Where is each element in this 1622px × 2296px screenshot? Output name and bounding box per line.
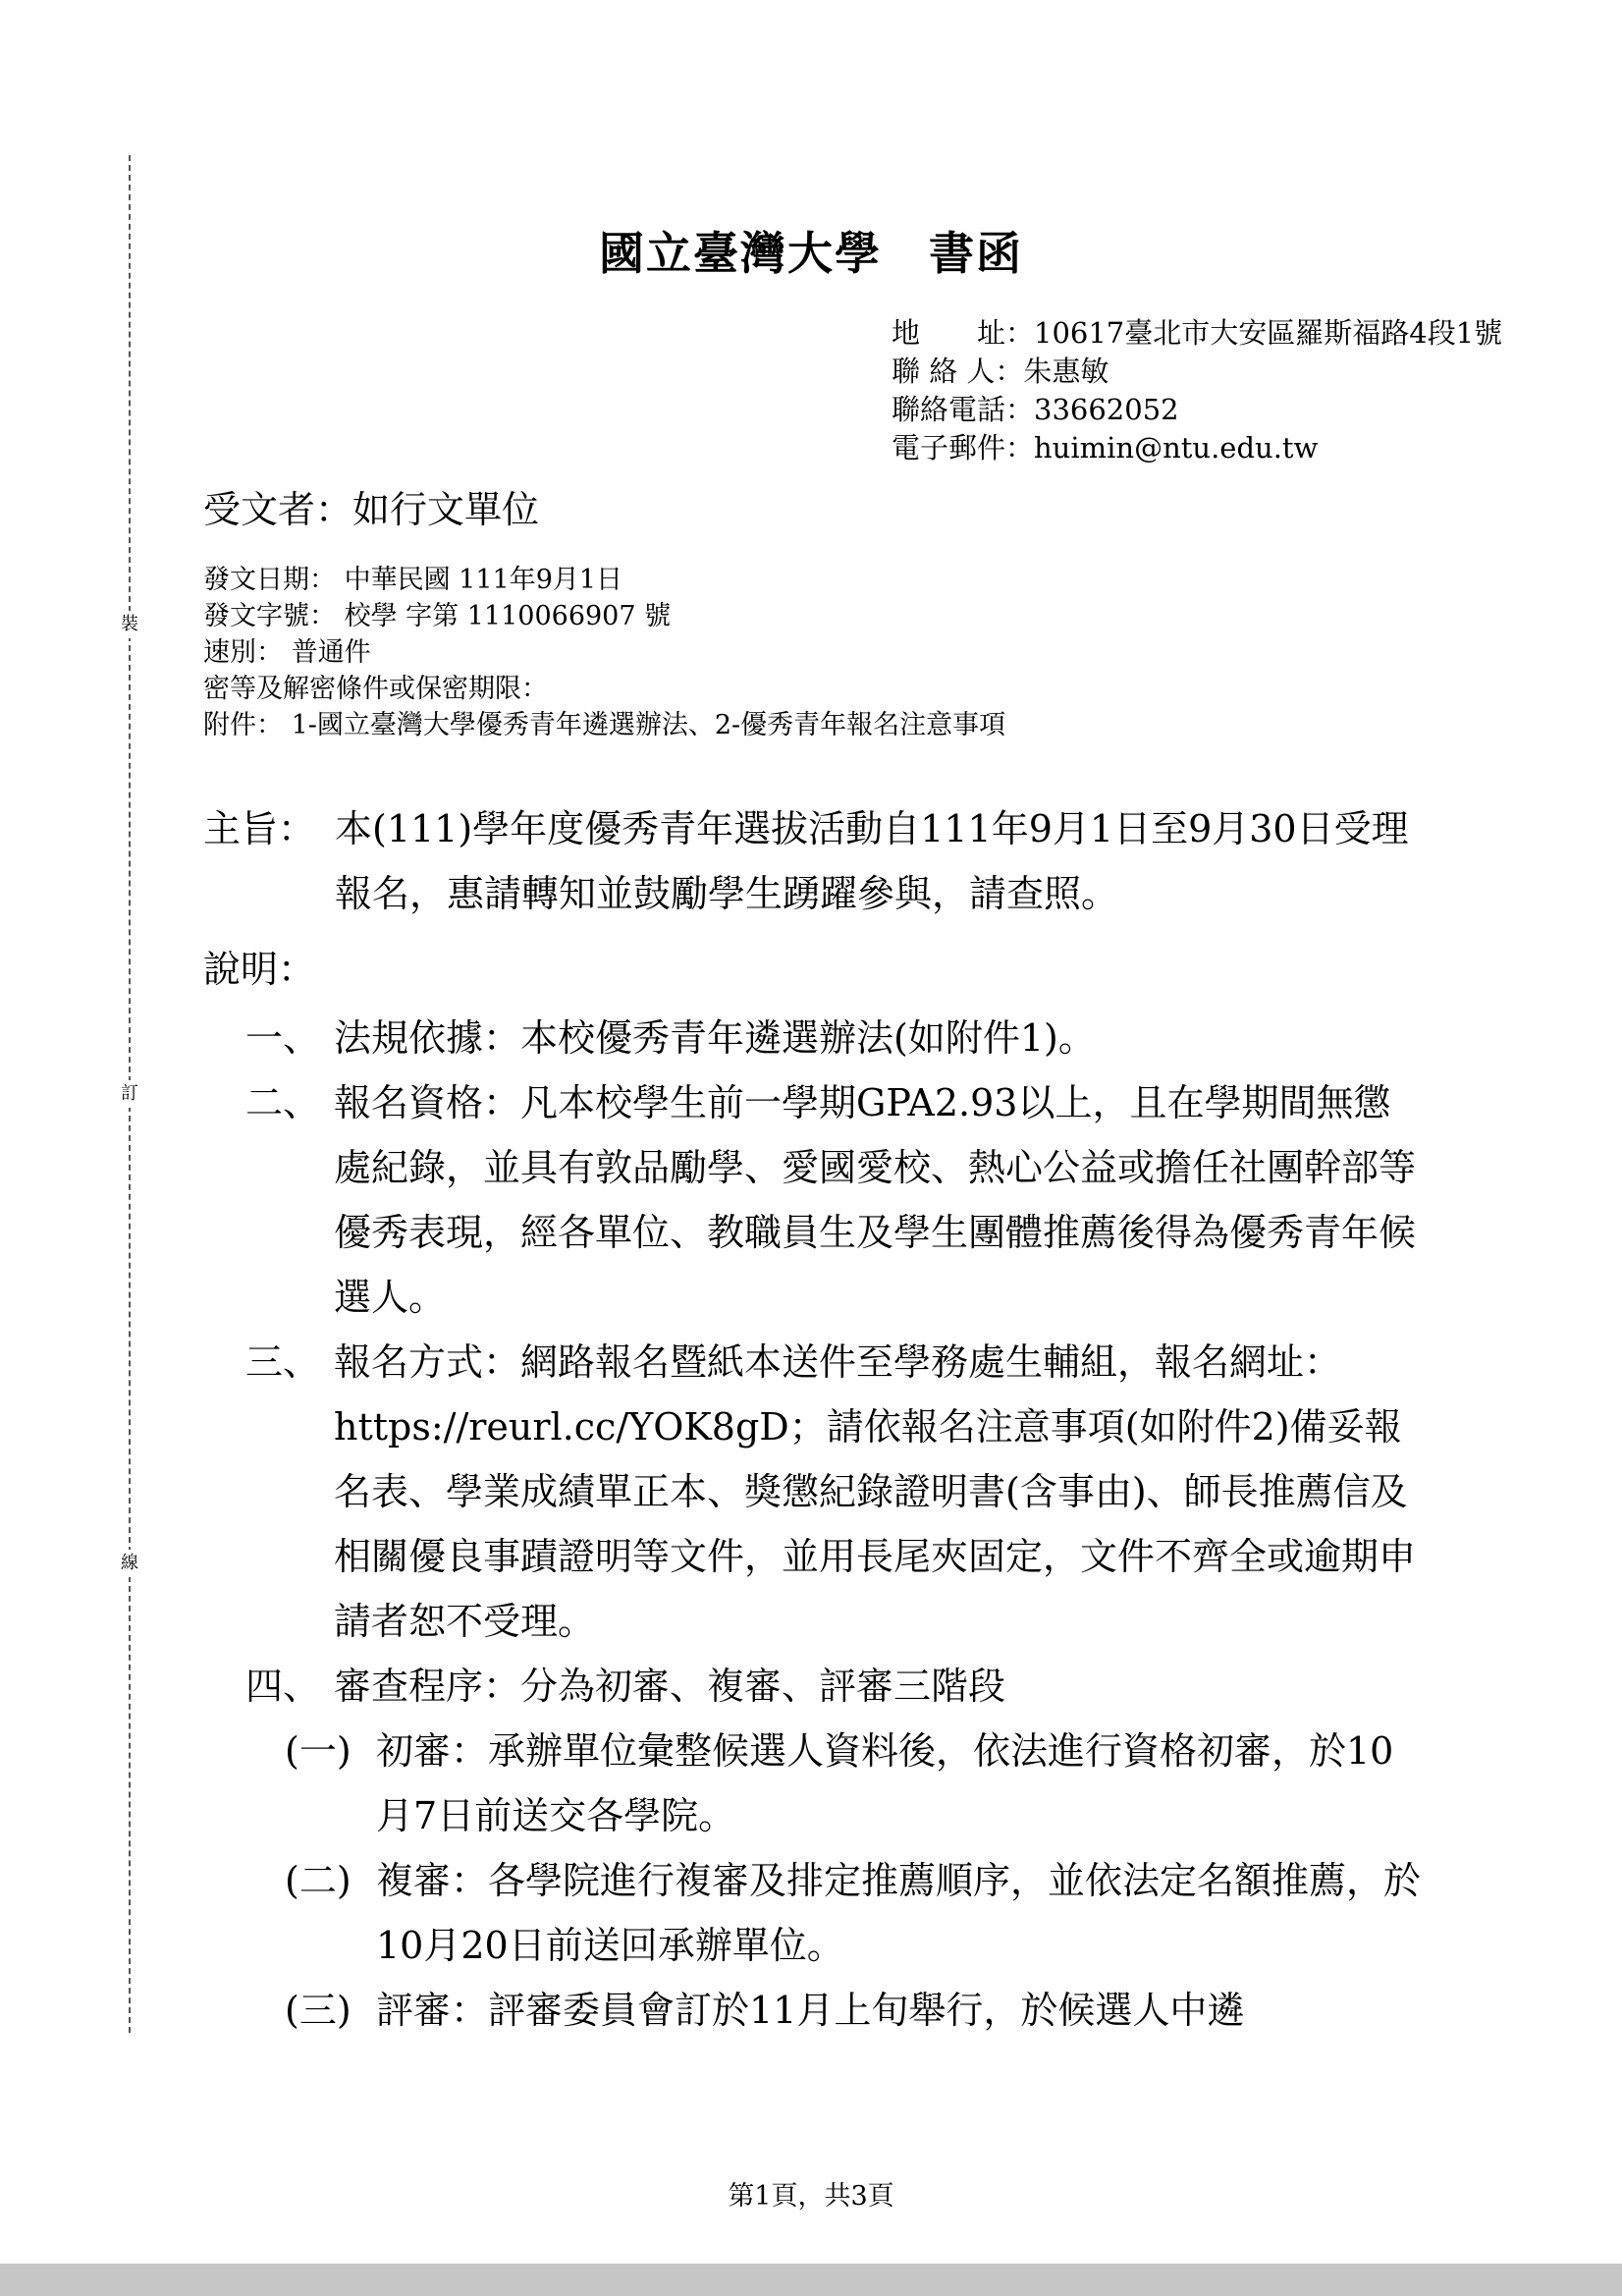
item-number: 二、 — [245, 1081, 321, 1124]
item-number: 四、 — [245, 1665, 321, 1708]
delivery-speed: 速別： 普通件 — [203, 637, 371, 668]
contact-block — [892, 314, 1502, 467]
review-subitem-3 — [285, 1978, 1421, 2043]
document-title: 國立臺灣大學 書函 — [599, 227, 1023, 280]
explanation-item-4 — [245, 1654, 1421, 1719]
subitem-text: 初審：承辦單位彙整候選人資料後，依法進行資格初審，於10月7日前送交各學院。 — [376, 1729, 1394, 1837]
binding-mark-zhuang: 裝 — [118, 611, 141, 638]
explanation-item-3 — [245, 1330, 1421, 1654]
binding-mark-xian: 線 — [118, 1550, 141, 1577]
meta-block — [203, 562, 1005, 743]
contact-person: 聯 絡 人：朱惠敏 — [892, 355, 1109, 388]
document-number: 發文字號： 校學 字第 1110066907 號 — [203, 601, 672, 631]
subitem-number: (三) — [285, 1989, 351, 2032]
recipient: 受文者：如行文單位 — [203, 488, 540, 531]
subject-label: 主旨： — [203, 807, 316, 850]
item-text: 報名方式：網路報名暨紙本送件至學務處生輔組，報名網址：https://reurl.cc/YOK8gD；請依報名注意事項(如附件2)備妥報名表、學業成績單正本、獎懲紀錄證明書(含事由)、師長推薦信及相關優良事蹟證明等文件，並用長尾夾固定，文件不齊全或逾期申請者恕不受理。 — [334, 1340, 1417, 1643]
item-text: 法規依據：本校優秀青年遴選辦法(如附件1)。 — [334, 1016, 1096, 1060]
binding-mark-ding: 訂 — [118, 1080, 141, 1108]
explanation-item-1 — [245, 1006, 1421, 1070]
item-text: 報名資格：凡本校學生前一學期GPA2.93以上，且在學期間無懲處紀錄，並具有敦品勵學、愛國愛校、熱心公益或擔任社團幹部等優秀表現，經各單位、教職員生及學生團體推薦後得為優秀青年候選人。 — [334, 1081, 1417, 1319]
subject-text: 本(111)學年度優秀青年選拔活動自111年9月1日至9月30日受理報名，惠請轉知並鼓勵學生踴躍參與，請查照。 — [335, 807, 1409, 915]
page-number: 第1頁，共3頁 — [728, 2181, 894, 2212]
item-number: 三、 — [245, 1340, 321, 1384]
review-subitem-2 — [285, 1848, 1421, 1978]
subject-block — [203, 796, 1421, 926]
issue-date: 發文日期： 中華民國 111年9月1日 — [203, 565, 623, 595]
attachments: 附件： 1-國立臺灣大學優秀青年遴選辦法、2-優秀青年報名注意事項 — [203, 710, 1006, 740]
item-text: 審查程序：分為初審、複審、評審三階段 — [334, 1665, 1006, 1708]
item-number: 一、 — [245, 1016, 321, 1060]
contact-address: 地 址：10617臺北市大安區羅斯福路4段1號 — [892, 316, 1503, 350]
subitem-text: 複審：各學院進行複審及排定推薦順序，並依法定名額推薦，於10月20日前送回承辦單位。 — [376, 1859, 1422, 1967]
subitem-number: (二) — [285, 1859, 351, 1902]
subitem-number: (一) — [285, 1729, 351, 1773]
subitem-text: 評審：評審委員會訂於11月上旬舉行，於候選人中遴 — [376, 1989, 1245, 2032]
explanation-label: 說明： — [203, 948, 316, 991]
secrecy-level: 密等及解密條件或保密期限： — [203, 674, 548, 704]
contact-phone: 聯絡電話：33662052 — [892, 393, 1179, 426]
viewer-bottom-bar — [0, 2264, 1622, 2296]
review-subitem-1 — [285, 1719, 1421, 1848]
explanation-item-2 — [245, 1070, 1421, 1330]
contact-email: 電子郵件：huimin@ntu.edu.tw — [892, 431, 1319, 465]
